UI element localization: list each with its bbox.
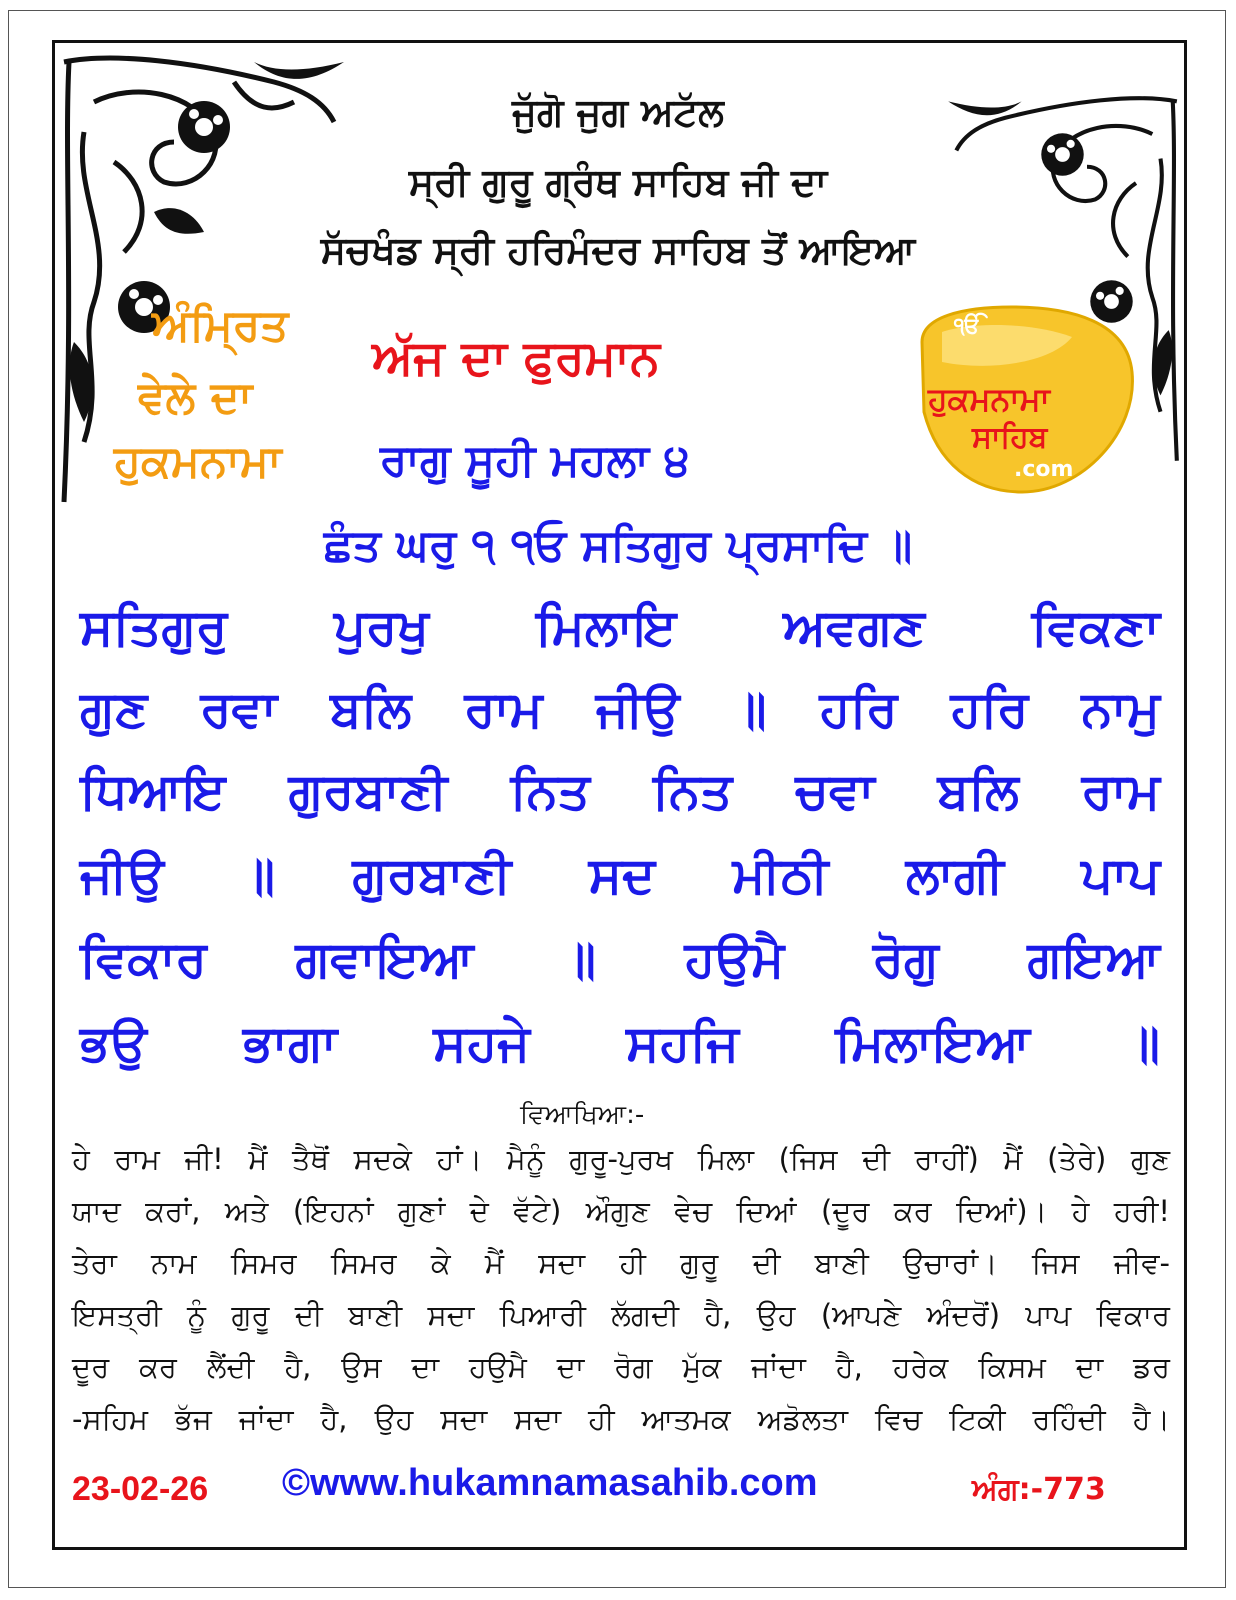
amrit-line-2: ਵੇਲੇ ਦਾ <box>138 372 253 423</box>
vyakhya-line: ਇਸਤ੍ਰੀ ਨੂੰ ਗੁਰੂ ਦੀ ਬਾਣੀ ਸਦਾ ਪਿਆਰੀ ਲੱਗਦੀ ਹੈ, ਉਹ (ਆਪਣੇ ਅੰਦਰੋਂ) ਪਾਪ ਵਿਕਾਰ <box>72 1298 1170 1332</box>
amrit-line-3: ਹੁਕਮਨਾਮਾ <box>114 436 282 487</box>
logo-line-3: .com <box>1014 457 1074 482</box>
chhant-heading: ਛੰਤ ਘਰੁ ੧ ੧ਓ ਸਤਿਗੁਰ ਪ੍ਰਸਾਦਿ ॥ <box>323 520 913 571</box>
footer-ang-number: ਅੰਗ:-773 <box>972 1472 1106 1507</box>
raag-heading: ਰਾਗੁ ਸੂਹੀ ਮਹਲਾ ੪ <box>380 435 690 486</box>
vyakhya-line: -ਸਹਿਮ ਭੱਜ ਜਾਂਦਾ ਹੈ, ਉਹ ਸਦਾ ਸਦਾ ਹੀ ਆਤਮਕ ਅਡੋਲਤਾ ਵਿਚ ਟਿਕੀ ਰਹਿੰਦੀ ਹੈ। <box>72 1402 1170 1436</box>
vyakhya-line: ਹੇ ਰਾਮ ਜੀ! ਮੈਂ ਤੈਥੋਂ ਸਦਕੇ ਹਾਂ। ਮੈਨੂੰ ਗੁਰੂ-ਪੁਰਖ ਮਿਲਾ (ਜਿਸ ਦੀ ਰਾਹੀਂ) ਮੈਂ (ਤੇਰੇ) ਗੁਣ <box>72 1142 1170 1176</box>
vyakhya-line: ਤੇਰਾ ਨਾਮ ਸਿਮਰ ਸਿਮਰ ਕੇ ਮੈਂ ਸਦਾ ਹੀ ਗੁਰੂ ਦੀ ਬਾਣੀ ਉਚਾਰਾਂ। ਜਿਸ ਜੀਵ- <box>72 1246 1170 1280</box>
gurbani-line: ਸਤਿਗੁਰੁ ਪੁਰਖੁ ਮਿਲਾਇ ਅਵਗਣ ਵਿਕਣਾ <box>80 598 1160 656</box>
gurbani-line: ਗੁਣ ਰਵਾ ਬਲਿ ਰਾਮ ਜੀਉ ॥ ਹਰਿ ਹਰਿ ਨਾਮੁ <box>80 680 1160 738</box>
hukamnama-sahib-logo <box>902 302 1142 497</box>
vyakhya-line: ਯਾਦ ਕਰਾਂ, ਅਤੇ (ਇਹਨਾਂ ਗੁਣਾਂ ਦੇ ਵੱਟੇ) ਔਗੁਣ ਵੇਚ ਦਿਆਂ (ਦੂਰ ਕਰ ਦਿਆਂ)। ਹੇ ਹਰੀ! <box>72 1194 1170 1228</box>
footer-date: 23-02-26 <box>72 1470 209 1508</box>
gurbani-line: ਧਿਆਇ ਗੁਰਬਾਣੀ ਨਿਤ ਨਿਤ ਚਵਾ ਬਲਿ ਰਾਮ <box>80 762 1160 820</box>
gurbani-line: ਭਉ ਭਾਗਾ ਸਹਜੇ ਸਹਜਿ ਮਿਲਾਇਆ ॥ <box>80 1014 1160 1072</box>
page-title: ਅੱਜ ਦਾ ਫੁਰਮਾਨ <box>372 330 660 386</box>
logo-line-2: ਸਾਹਿਬ <box>972 420 1048 455</box>
footer-website-link[interactable]: ©www.hukamnamasahib.com <box>282 1462 818 1504</box>
header-line-2: ਸ੍ਰੀ ਗੁਰੂ ਗ੍ਰੰਥ ਸਾਹਿਬ ਜੀ ਦਾ <box>408 160 828 204</box>
header-line-3: ਸੱਚਖੰਡ ਸ੍ਰੀ ਹਰਿਮੰਦਰ ਸਾਹਿਬ ਤੋਂ ਆਇਆ <box>320 228 916 272</box>
amrit-line-1: ਅੰਮ੍ਰਿਤ <box>152 300 289 351</box>
vyakhya-line: ਦੂਰ ਕਰ ਲੈਂਦੀ ਹੈ, ਉਸ ਦਾ ਹਉਮੈ ਦਾ ਰੋਗ ਮੁੱਕ ਜਾਂਦਾ ਹੈ, ਹਰੇਕ ਕਿਸਮ ਦਾ ਡਰ <box>72 1350 1170 1384</box>
khanda-icon: ੴ <box>954 314 981 339</box>
header-line-1: ਜੁੱਗੋ ਜੁਗ ਅਟੱਲ <box>512 90 724 134</box>
logo-line-1: ਹੁਕਮਨਾਮਾ <box>928 380 1050 418</box>
vyakhya-heading: ਵਿਆਖਿਆ:- <box>520 1100 645 1130</box>
gurbani-line: ਜੀਉ ॥ ਗੁਰਬਾਣੀ ਸਦ ਮੀਠੀ ਲਾਗੀ ਪਾਪ <box>80 846 1160 904</box>
gurbani-line: ਵਿਕਾਰ ਗਵਾਇਆ ॥ ਹਉਮੈ ਰੋਗੁ ਗਇਆ <box>80 930 1160 988</box>
